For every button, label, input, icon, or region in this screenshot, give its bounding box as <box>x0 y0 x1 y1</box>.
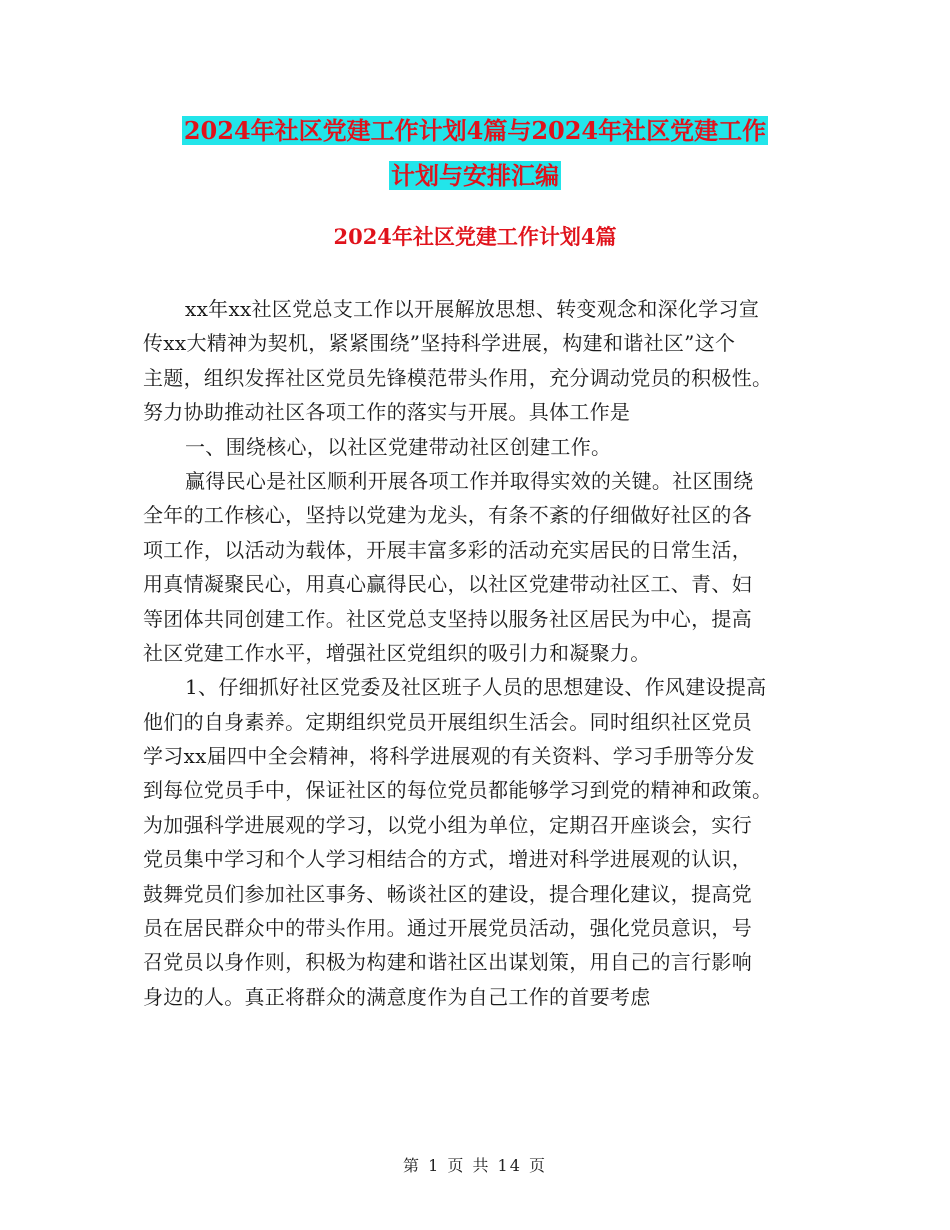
paragraph-line: 1、仔细抓好社区党委及社区班子人员的思想建设、作风建设提高 <box>185 675 767 700</box>
paragraph-line: 员在居民群众中的带头作用。通过开展党员活动，强化党员意识，号 <box>143 916 752 941</box>
paragraph-line: 召党员以身作则，积极为构建和谐社区出谋划策，用自己的言行影响 <box>143 950 752 975</box>
paragraph-line: 努力协助推动社区各项工作的落实与开展。具体工作是 <box>143 400 631 425</box>
paragraph-line: 等团体共同创建工作。社区党总支坚持以服务社区居民为中心，提高 <box>143 606 752 631</box>
paragraph-line: 到每位党员手中，保证社区的每位党员都能够学习到党的精神和政策。 <box>143 778 773 803</box>
title-line-1: 2024年社区党建工作计划4篇与2024年社区党建工作 <box>183 116 767 145</box>
paragraph-line: 全年的工作核心，坚持以党建为龙头，有条不紊的仔细做好社区的各 <box>143 503 752 528</box>
section-title: 2024年社区党建工作计划4篇 <box>333 224 617 249</box>
paragraph-line: 传xx大精神为契机，紧紧围绕”坚持科学进展，构建和谐社区”这个 <box>143 331 736 356</box>
document-title <box>0 108 950 198</box>
paragraph-line: 鼓舞党员们参加社区事务、畅谈社区的建设，提合理化建议，提高党 <box>143 881 752 906</box>
paragraph-line: 项工作，以活动为载体，开展丰富多彩的活动充实居民的日常生活， <box>143 537 752 562</box>
body-text <box>143 292 808 1014</box>
paragraph-line: 用真情凝聚民心，用真心赢得民心，以社区党建带动社区工、青、妇 <box>143 572 752 597</box>
paragraph-line: 赢得民心是社区顺利开展各项工作并取得实效的关键。社区围绕 <box>185 468 754 493</box>
paragraph-line: 一、围绕核心，以社区党建带动社区创建工作。 <box>185 434 612 459</box>
paragraph-line: 身边的人。真正将群众的满意度作为自己工作的首要考虑 <box>143 984 651 1009</box>
paragraph-line: xx年xx社区党总支工作以开展解放思想、转变观念和深化学习宣 <box>185 297 760 321</box>
paragraph-line: 党员集中学习和个人学习相结合的方式，增进对科学进展观的认识， <box>143 847 752 872</box>
paragraph-line: 学习xx届四中全会精神，将科学进展观的有关资料、学习手册等分发 <box>143 744 755 769</box>
paragraph-line: 社区党建工作水平，增强社区党组织的吸引力和凝聚力。 <box>143 640 651 665</box>
paragraph-line: 主题，组织发挥社区党员先锋模范带头作用，充分调动党员的积极性。 <box>143 365 773 390</box>
paragraph-line: 为加强科学进展观的学习，以党小组为单位，定期召开座谈会，实行 <box>143 812 752 837</box>
page-number-footer: 第 1 页 共 14 页 <box>403 1156 547 1175</box>
title-line-2: 计划与安排汇编 <box>391 161 559 190</box>
paragraph-line: 他们的自身素养。定期组织党员开展组织生活会。同时组织社区党员 <box>143 709 752 734</box>
